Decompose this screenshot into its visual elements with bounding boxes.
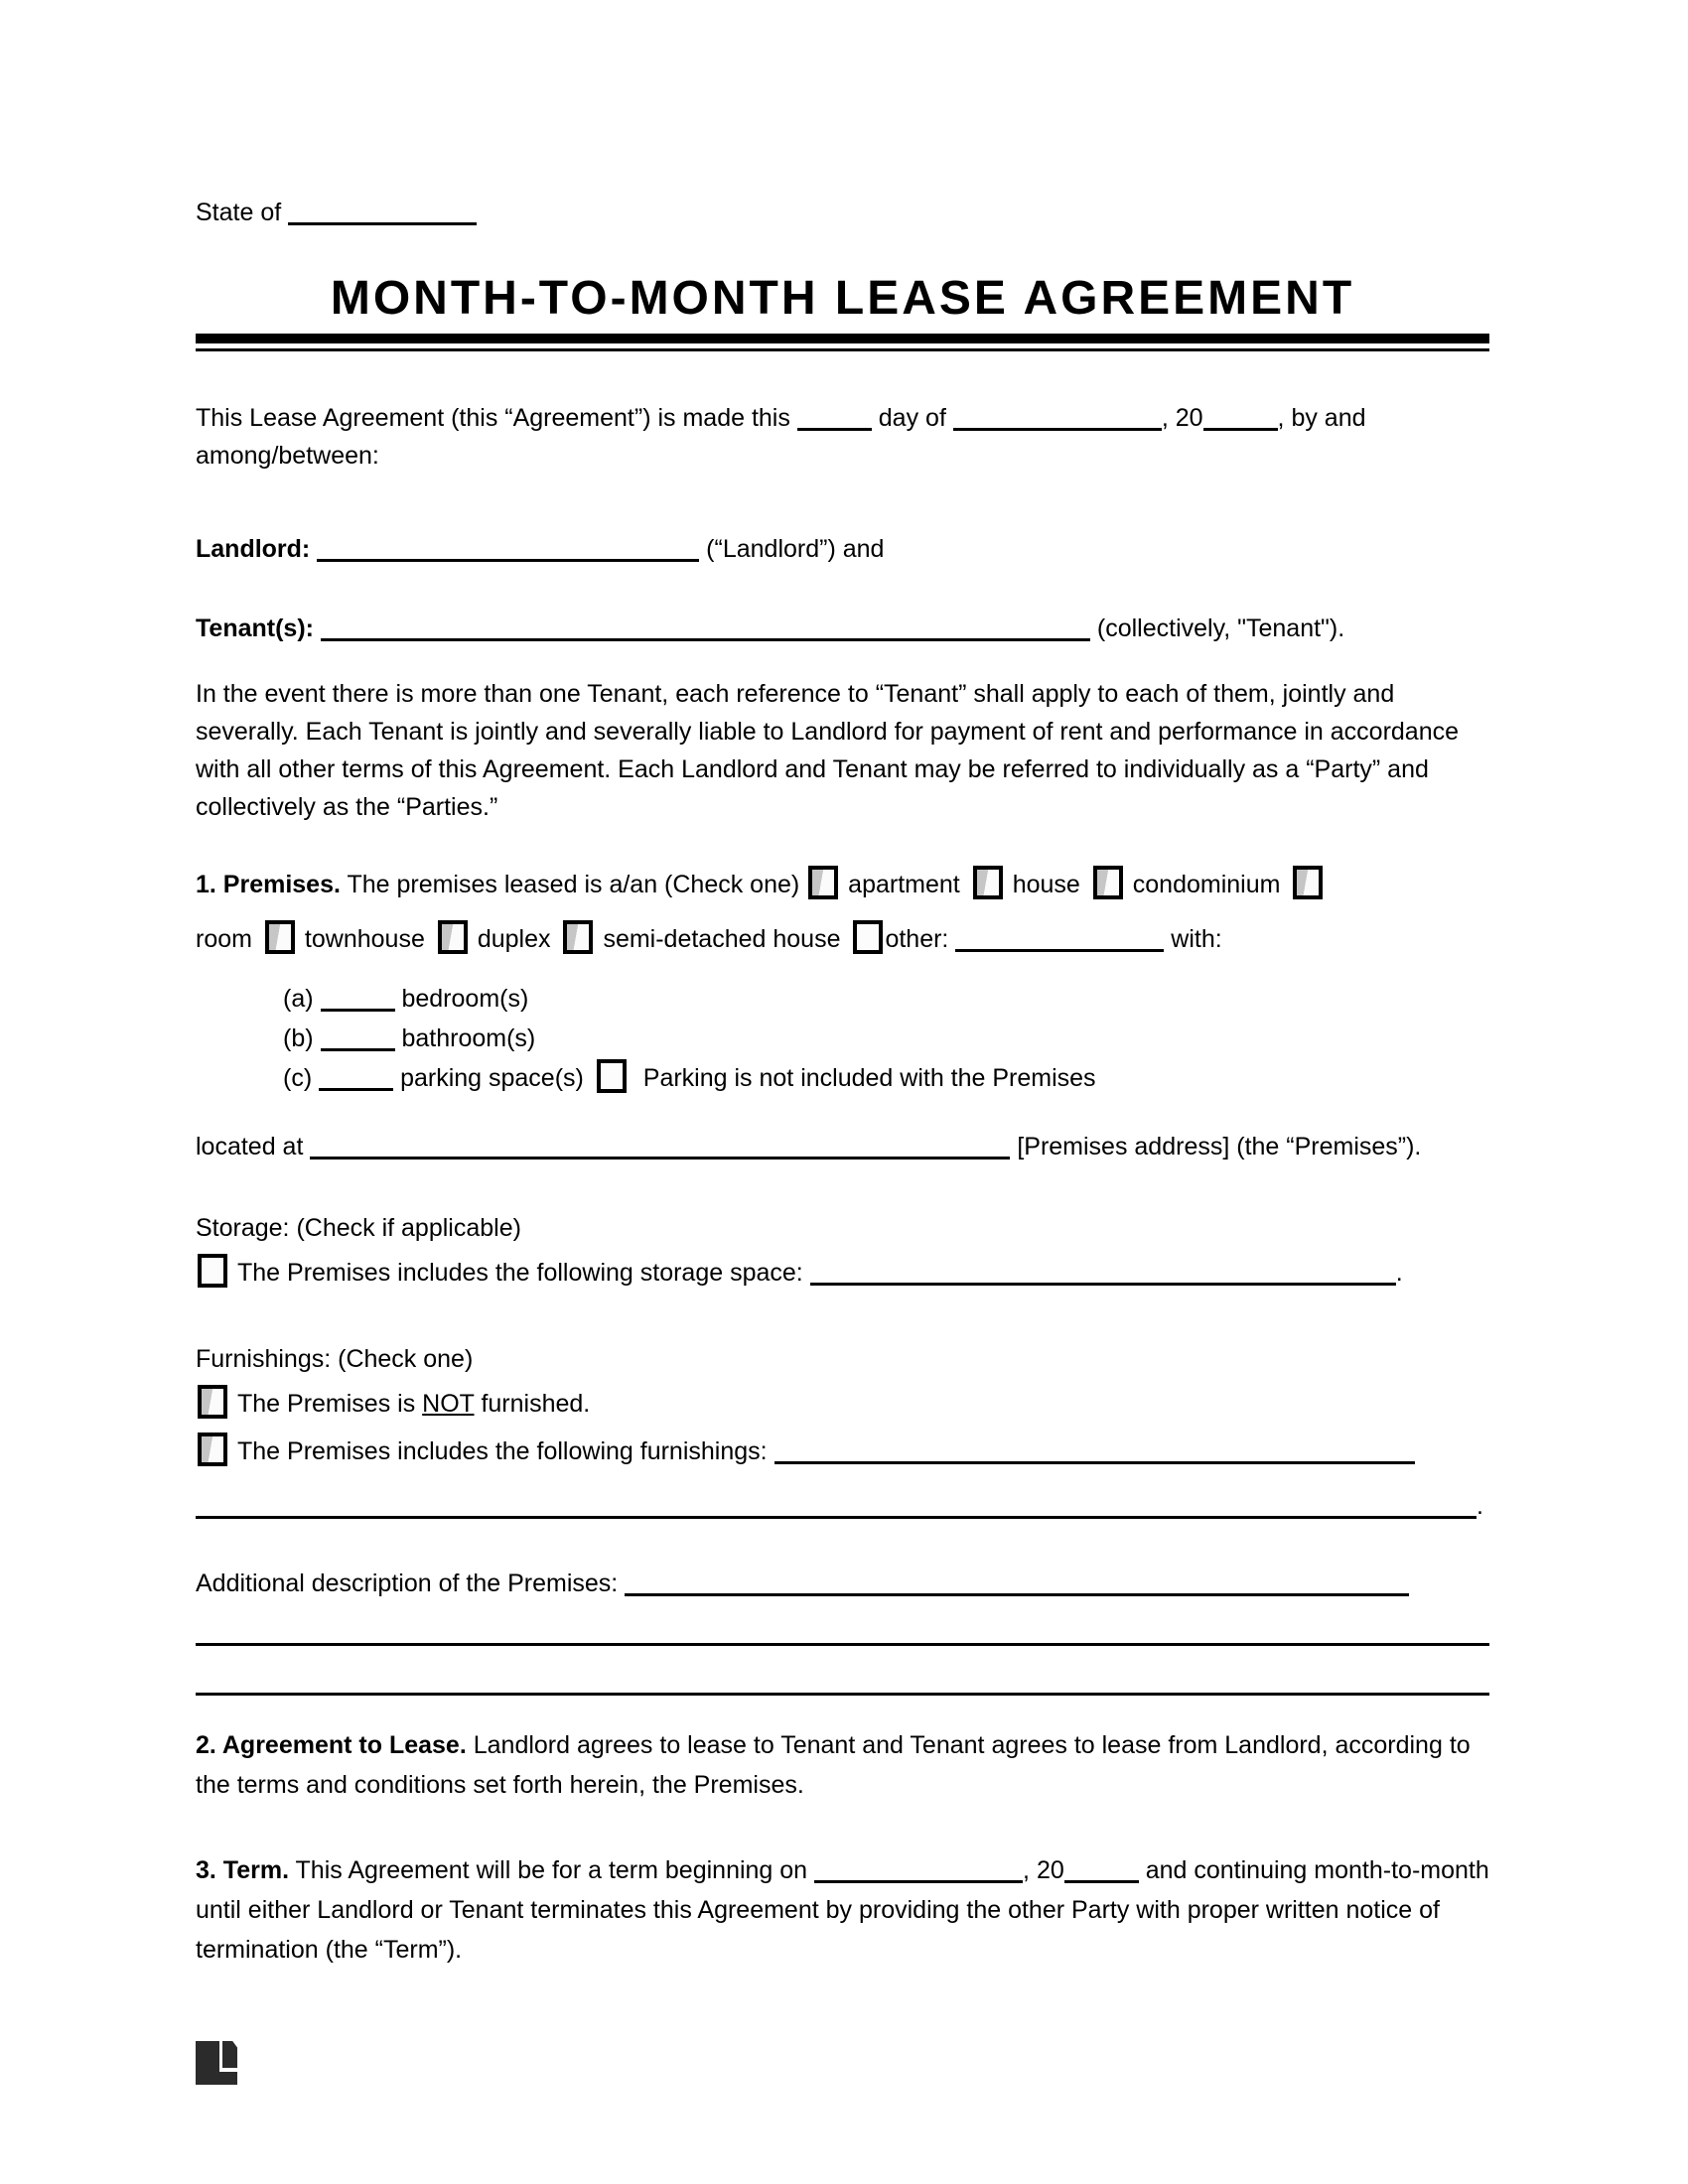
not-underlined: NOT [422,1390,475,1418]
checkbox-house[interactable] [973,866,1003,899]
bathrooms-row [283,1019,1489,1058]
furnishings-continuation-row [196,1487,1489,1525]
section2-heading: 2. Agreement to Lease. [196,1731,467,1759]
storage-label: Storage: (Check if applicable) [196,1214,521,1242]
premises-section [196,858,1489,967]
item-key-c: (c) [283,1064,313,1092]
furnished-included-row [196,1430,1489,1473]
additional-description-blank-2[interactable] [196,1621,1489,1646]
bedrooms-row [283,979,1489,1019]
premises-line-2 [196,912,1489,967]
checkbox-duplex[interactable] [438,920,468,954]
with-label: with: [1171,925,1222,953]
checkbox-apartment[interactable] [808,866,838,899]
day-field-blank[interactable] [797,406,872,431]
located-at-suffix: [Premises address] (the “Premises”). [1017,1133,1422,1160]
year-field-blank[interactable] [1203,406,1278,431]
parking-count-blank[interactable] [319,1066,393,1091]
landlord-label: Landlord: [196,535,311,563]
additional-description-label: Additional description of the Premises: [196,1570,619,1597]
checkbox-furnishings-included[interactable] [198,1433,227,1466]
section3-text-1: This Agreement will be for a term beginning on [295,1856,808,1884]
tenant-line [196,610,1489,647]
page-title: MONTH-TO-MONTH LEASE AGREEMENT [330,272,1355,325]
additional-description-blank-3[interactable] [196,1671,1489,1696]
section3-text-3: and continuing month-to-month until either Landlord or Tenant terminates this Agreement by providing the other Party with proper written notice of termination (the “Term”). [196,1856,1489,1964]
month-field-blank[interactable] [953,406,1162,431]
option-label-room: room [196,925,252,953]
term-paragraph [196,1850,1489,1970]
storage-period: . [1395,1259,1403,1287]
furnishings-blank-2[interactable] [196,1494,1477,1519]
option-label-townhouse: townhouse [304,925,425,953]
option-label-semi-detached-house: semi-detached house [603,925,841,953]
premises-lead: The premises leased is a/an (Check one) [347,871,800,898]
intro-text-3: , 20 [1161,404,1203,432]
additional-description-row-3 [196,1664,1489,1702]
checkbox-room[interactable] [1293,866,1323,899]
state-field-blank[interactable] [288,201,477,225]
not-furnished-row [196,1382,1489,1426]
logo-bar-icon [219,2072,237,2085]
option-label-condominium: condominium [1132,871,1281,898]
bedrooms-count-blank[interactable] [321,987,395,1012]
item-key-b: (b) [283,1024,314,1052]
tenant-names-blank[interactable] [321,616,1090,641]
premises-address-blank[interactable] [310,1135,1010,1160]
premises-heading: 1. Premises. [196,871,341,898]
storage-space-blank[interactable] [810,1261,1396,1286]
bathrooms-count-blank[interactable] [321,1026,395,1051]
checkbox-condominium[interactable] [1093,866,1123,899]
landlord-suffix: (“Landlord”) and [706,535,885,563]
other-label: other: [885,925,949,953]
other-type-blank[interactable] [955,927,1164,952]
agreement-to-lease-paragraph [196,1725,1489,1805]
parking-not-included-label: Parking is not included with the Premises [642,1064,1096,1092]
state-of-label: State of [196,199,282,226]
logo-l-icon [196,2041,219,2085]
section3-text-2: , 20 [1023,1856,1064,1884]
checkbox-not-furnished[interactable] [198,1385,227,1419]
not-furnished-text-1: The Premises is [237,1390,416,1418]
logo-document-icon [222,2041,237,2068]
term-month-blank[interactable] [814,1858,1023,1883]
title-rule [196,334,1489,351]
option-label-house: house [1012,871,1080,898]
tenant-label: Tenant(s): [196,614,314,642]
joint-liability-paragraph: In the event there is more than one Tenant, each reference to “Tenant” shall apply to each of them, jointly and severally. Each Tenant is jointly and severally liable to Landlord for payment of rent and performance in accordance with all other terms of this Agreement. Each Landlord and Tenant may be referred to individually as a “Party” and collectively as the “Parties.” [196,680,1460,821]
parking-row [283,1058,1489,1098]
section2-body: Landlord agrees to lease to Tenant and Tenant agrees to lease from Landlord, according to the terms and conditions set forth herein, the Premises. [196,1731,1471,1799]
checkbox-other[interactable] [853,920,883,954]
item-key-a: (a) [283,985,314,1013]
additional-description-blank-1[interactable] [625,1571,1409,1596]
intro-paragraph [196,399,1489,475]
checkbox-storage-included[interactable] [198,1254,227,1288]
checkbox-semi-detached-house[interactable] [563,920,593,954]
additional-description-row [196,1565,1489,1602]
located-at-line [196,1128,1489,1165]
furnishings-blank-1[interactable] [774,1439,1415,1464]
intro-text-1: This Lease Agreement (this “Agreement”) is made this [196,404,790,432]
storage-option-row [196,1251,1489,1295]
tenant-suffix: (collectively, "Tenant"). [1096,614,1345,642]
section3-heading: 3. Term. [196,1856,290,1884]
storage-option-label: The Premises includes the following storage space: [237,1259,803,1287]
not-furnished-text-2: furnished. [481,1390,591,1418]
furnishings-period: . [1477,1492,1483,1520]
term-year-blank[interactable] [1064,1858,1139,1883]
checkbox-townhouse[interactable] [265,920,295,954]
option-label-apartment: apartment [848,871,960,898]
legal-templates-logo [196,2041,237,2085]
additional-description-row-2 [196,1614,1489,1652]
option-label-duplex: duplex [477,925,551,953]
furnishings-option-label: The Premises includes the following furnishings: [237,1437,768,1465]
intro-text-2: day of [878,404,946,432]
state-of-line [196,194,1489,231]
furnishings-label: Furnishings: (Check one) [196,1345,474,1373]
located-at-label: located at [196,1133,304,1160]
intro-text-4: , by and among/between: [196,404,1366,470]
premises-line-1 [196,858,1489,912]
landlord-name-blank[interactable] [317,537,699,562]
parking-label: parking space(s) [400,1064,584,1092]
bathrooms-label: bathroom(s) [401,1024,536,1052]
bedrooms-label: bedroom(s) [401,985,529,1013]
checkbox-parking-not-included[interactable] [597,1059,627,1093]
landlord-line [196,530,1489,568]
premises-detail-list [196,979,1489,1098]
